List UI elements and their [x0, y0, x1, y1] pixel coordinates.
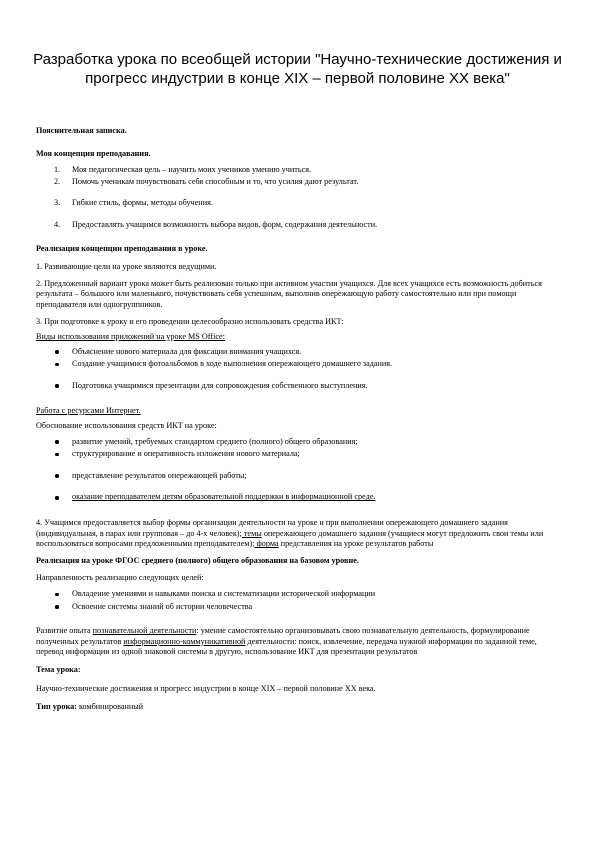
document-body	[36, 126, 563, 713]
list-item: Подготовка учащимися презентации для сопровождения собственного выступления.	[36, 381, 563, 392]
list-item: структурирование и оперативность изложения нового материала;	[36, 449, 563, 460]
list-item: 2. Помочь ученикам почувствовать себя способным и то, что усилия дают результат.	[54, 176, 359, 186]
paragraph-3: 3. При подготовке к уроку и его проведении целесообразно использовать средства ИКТ:	[36, 316, 344, 326]
list-item: 1. Моя педагогическая цель – научить моих учеников умению учиться.	[54, 165, 312, 175]
paragraph-2: 2. Предложенный вариант урока может быть реализован только при активном участии учащихся. Для всех учащихся есть возможность добиться результата – большого или маленького, почувствовать себя успешным, выполнив опережающую работу самостоятельно или при помощи преподавателя или одногруппников.	[36, 278, 542, 309]
paragraph-4: 4. Учащимся предоставляется выбор формы организации деятельности на уроке и при выполнении опережающего домашнего задания (индивидуальная, в парах или групповая – до 4-х человек); темы опережающего домашнего задания (учащиеся могут предложить свои темы или воспользоваться вопросами предложенными преподавателем); форма представления на уроке результатов работы	[36, 518, 544, 549]
concept-heading: Моя концепция преподавания.	[36, 148, 151, 158]
direction-list	[36, 589, 563, 612]
list-item: Создание учащимися фотоальбомов в ходе выполнения опережающего домашнего задания.	[36, 359, 563, 370]
list-item: Овладение умениями и навыками поиска и систематизации исторической информации	[36, 589, 563, 600]
concept-list	[36, 165, 563, 230]
explanatory-note-heading: Пояснительная записка.	[36, 126, 127, 135]
ms-office-heading: Виды использования приложений на уроке MS Office:	[36, 332, 225, 342]
internet-heading: Работа с ресурсами Интернет.	[36, 405, 141, 415]
realization-heading: Реализация концепции преподавания в уроке.	[36, 243, 208, 253]
list-item: представление результатов опережающей работы;	[36, 471, 563, 482]
ikt-list	[36, 437, 563, 503]
list-item: 3. Гибкие стиль, формы, методы обучения.	[54, 198, 213, 208]
experience-paragraph: Развитие опыта познавательной деятельности: умение самостоятельно организовывать свою познавательную деятельность, формулирование полученных результатов информационно-коммуникативной деятельности: поиск, извлечение, передача нужной информации по заданной теме, перевод информации из одной знаковой системы в другую, использование ИКТ для презентации результатов	[36, 626, 537, 657]
topic-text: Научно-технические достижения и прогресс индустрии в конце XIX – первой половине XX века.	[36, 683, 376, 693]
list-item: развитие умений, требуемых стандартом среднего (полного) общего образования;	[36, 437, 563, 448]
fgos-heading: Реализация на уроке ФГОС среднего (полного) общего образования на базовом уровне.	[36, 555, 359, 565]
list-item: 4. Предоставлять учащимся возможность выбора видов, форм, содержания деятельности.	[54, 219, 378, 229]
paragraph-1: 1. Развивающие цели на уроке являются ведущими.	[36, 262, 217, 272]
topic-heading: Тема урока:	[36, 665, 81, 674]
direction-intro: Направленность реализацию следующих целей:	[36, 573, 204, 583]
list-item: Объяснение нового материала для фиксации внимания учащихся.	[36, 347, 563, 358]
list-item: оказание преподавателем детям образовательной поддержки в информационной среде.	[36, 492, 563, 503]
ms-office-list	[36, 347, 563, 392]
list-item: Освоение системы знаний об истории человечества	[36, 602, 563, 613]
ikt-intro: Обоснование использования средств ИКТ на уроке:	[36, 421, 217, 431]
lesson-type: Тип урока: комбинированный	[36, 702, 144, 712]
document-title: Разработка урока по всеобщей истории "Научно-технические достижения и прогресс индустрии в конце XIX – первой половине XX века"	[33, 51, 562, 87]
